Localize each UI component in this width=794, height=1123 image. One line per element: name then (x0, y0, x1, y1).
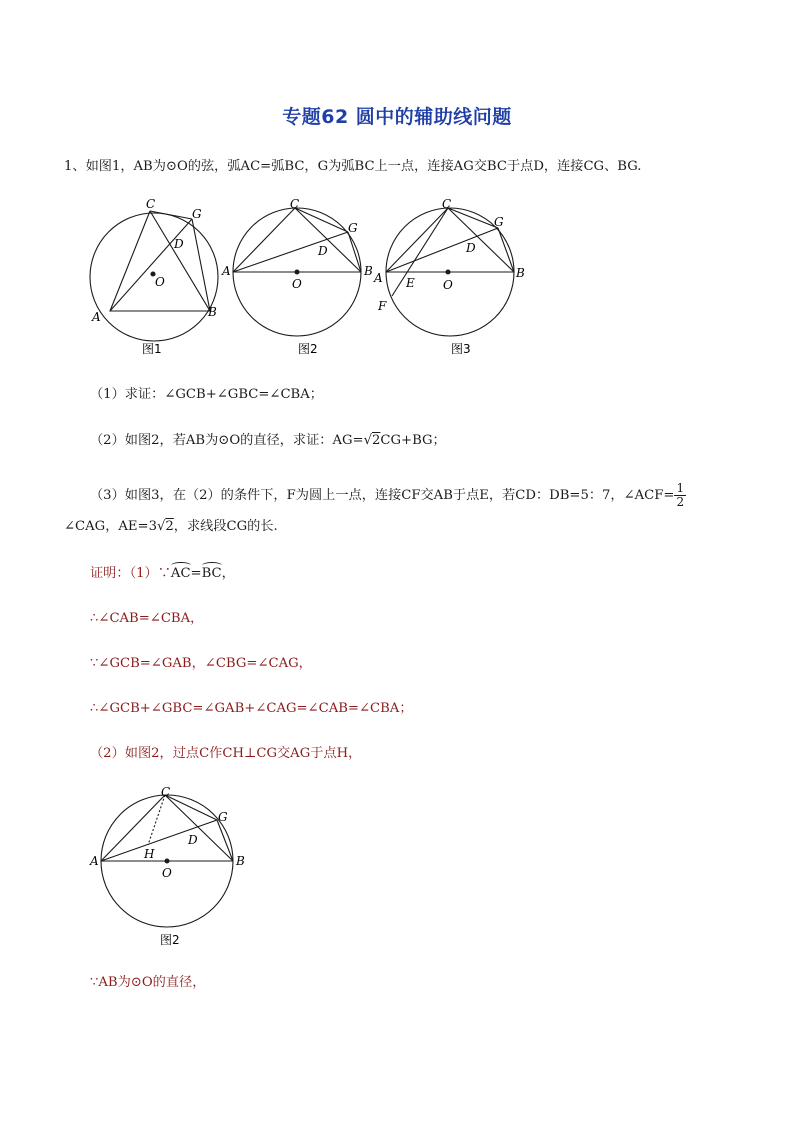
proof-fig-point-d: D (188, 833, 198, 847)
page-title: 专题62 圆中的辅助线问题 (282, 106, 512, 128)
proof-fig-point-o: O (162, 866, 172, 880)
sqrt-sign: √ (363, 433, 372, 448)
fig1-point-o: O (155, 275, 165, 289)
part-1: （1）求证：∠GCB+∠GBC=∠CBA； (90, 387, 323, 402)
fig1-point-b: B (208, 305, 217, 319)
part-2-text: （2）如图2，若AB为⊙O的直径，求证：AG= (90, 433, 364, 448)
fig1-point-c: C (146, 197, 156, 211)
part-3-text-end: ，求线段CG的长. (173, 519, 278, 534)
figure-proof (86, 784, 256, 952)
arc-bc: BC (201, 566, 222, 581)
fig2-point-d: D (318, 244, 328, 258)
fig3-point-d: D (466, 241, 476, 255)
fig3-point-c: C (442, 197, 452, 211)
fig3-caption: 图3 (451, 342, 471, 356)
proof-fig-point-b: B (236, 854, 245, 868)
proof-line-5: （2）如图2，过点C作CH⊥CG交AG于点H， (90, 746, 362, 761)
proof-fig-point-h: H (144, 847, 155, 861)
fig3-point-g: G (494, 215, 504, 229)
part-3-fraction (674, 482, 686, 509)
fig1-point-a: A (92, 310, 101, 324)
proof-fig-point-a: A (90, 854, 99, 868)
fig2-point-b: B (364, 264, 373, 278)
fig1-point-d: D (174, 237, 184, 251)
fig3-point-e: E (406, 276, 415, 290)
proof-line-3: ∵∠GCB=∠GAB，∠CBG=∠CAG， (90, 656, 312, 671)
proof-line-1 (90, 565, 235, 583)
fraction-numerator: 1 (676, 481, 685, 495)
fig3-point-f: F (378, 299, 387, 313)
part-2-text-end: CG+BG； (380, 433, 446, 448)
part-3-line-1 (90, 482, 686, 509)
part-3-text: （3）如图3，在（2）的条件下，F为圆上一点，连接CF交AB于点E，若CD：DB=5：7，∠ACF= (90, 488, 675, 503)
part-3-sqrt: 2 (165, 519, 174, 534)
figure-2 (233, 208, 361, 336)
sqrt-sign: √ (156, 519, 166, 534)
arc-ac: AC (170, 566, 191, 581)
proof-line-4: ∴∠GCB+∠GBC=∠GAB+∠CAG=∠CAB=∠CBA； (90, 701, 413, 716)
figure-1 (90, 211, 218, 341)
fig3-point-a: A (374, 271, 383, 285)
part-2 (90, 432, 446, 450)
figures-row (82, 192, 532, 362)
proof-equals: = (190, 566, 202, 581)
fig2-point-o: O (292, 277, 302, 291)
problem-statement: 1、如图1，AB为⊙O的弦，弧AC=弧BC，G为弧BC上一点，连接AG交BC于点D，连接CG、BG. (64, 159, 642, 174)
proof-line-2: ∴∠CAB=∠CBA， (90, 611, 204, 626)
fig2-point-c: C (290, 197, 300, 211)
proof-comma: ， (221, 566, 235, 581)
fig2-point-g: G (348, 221, 358, 235)
fig2-point-a: A (222, 264, 231, 278)
fig1-caption: 图1 (142, 342, 162, 356)
proof-fig-point-c: C (161, 785, 171, 799)
fig3-point-o: O (443, 278, 453, 292)
fraction-denominator: 2 (676, 495, 685, 509)
proof-fig-point-g: G (218, 810, 228, 824)
part-3-text-2: ∠CAG，AE=3 (64, 519, 157, 534)
proof-fig-caption: 图2 (160, 933, 180, 947)
fig1-point-g: G (192, 207, 202, 221)
part-3-line-2 (64, 518, 278, 536)
fig2-caption: 图2 (298, 342, 318, 356)
proof-line-6: ∵AB为⊙O的直径， (90, 975, 206, 990)
proof-intro: 证明：（1）∵ (90, 566, 171, 581)
part-2-sqrt: 2 (372, 433, 381, 448)
fig3-point-b: B (516, 266, 525, 280)
